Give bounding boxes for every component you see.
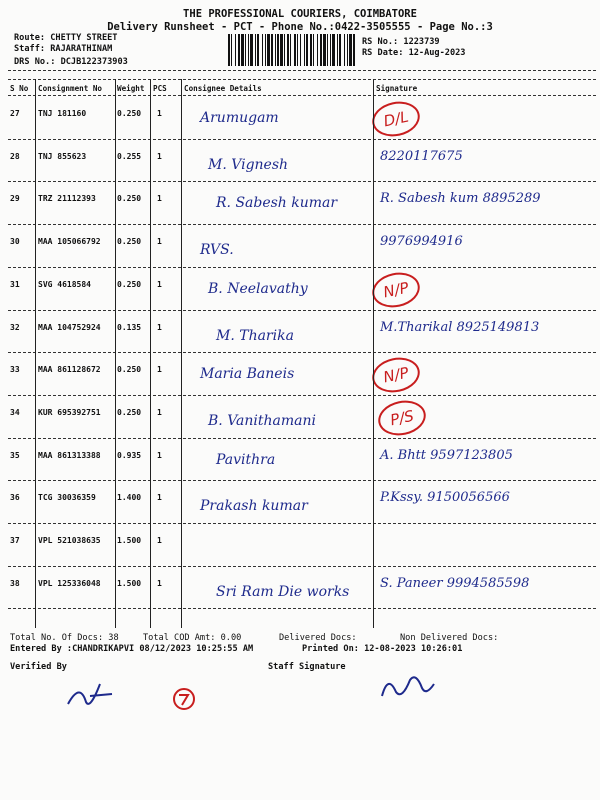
row-weight: 1.500 — [117, 578, 142, 588]
row-consignment-no: VPL 521038635 — [38, 536, 101, 545]
entered-by: Entered By :CHANDRIKAPVI 08/12/2023 10:25:55 AM — [10, 644, 254, 654]
red-initial-mark — [170, 684, 200, 714]
row-weight: 0.255 — [117, 151, 142, 161]
row-sno: 38 — [10, 578, 20, 588]
row-pcs: 1 — [157, 365, 162, 375]
row-sno: 33 — [10, 365, 20, 375]
row-sno: 36 — [10, 493, 20, 503]
row-signature: S. Paneer 9994585598 — [380, 575, 530, 591]
row-pcs: 1 — [157, 450, 162, 460]
row-sno: 31 — [10, 279, 20, 289]
document-subtitle: Delivery Runsheet - PCT - Phone No.:0422-3505555 - Page No.:3 — [107, 21, 493, 33]
row-consignee-name: B. Neelavathy — [208, 280, 308, 297]
row-pcs: 1 — [157, 536, 162, 545]
row-consignee-name: Sri Ram Die works — [216, 583, 350, 600]
row-weight: 0.250 — [117, 279, 142, 289]
row-signature: A. Bhtt 9597123805 — [380, 447, 513, 463]
row-sno: 29 — [10, 194, 20, 204]
row-consignment-no: MAA 861313388 — [38, 450, 101, 460]
row-pcs: 1 — [157, 407, 162, 417]
row-sno: 28 — [10, 151, 20, 161]
row-sno: 35 — [10, 450, 20, 460]
row-divider — [8, 181, 596, 182]
row-sno: 37 — [10, 536, 20, 545]
row-weight: 0.135 — [117, 322, 142, 332]
column-header-consignee: Consignee Details — [184, 84, 262, 93]
row-consignment-no: SVG 4618584 — [38, 279, 91, 289]
non-delivered-docs: Non Delivered Docs: — [400, 633, 499, 643]
column-header-consignment: Consignment No — [38, 84, 103, 93]
row-divider — [8, 395, 596, 396]
row-consignee-name: Prakash kumar — [200, 498, 308, 515]
row-pcs: 1 — [157, 322, 162, 332]
delivery-status-stamp: N/P — [369, 354, 423, 397]
rs-number: RS No.: 1223739 — [362, 37, 440, 47]
row-consignee-name: B. Vanithamani — [208, 412, 316, 429]
row-weight: 1.500 — [117, 536, 142, 545]
document-title: THE PROFESSIONAL COURIERS, COIMBATORE — [183, 8, 417, 20]
row-sno: 34 — [10, 407, 20, 417]
row-pcs: 1 — [157, 194, 162, 204]
column-header-sno: S No — [10, 84, 29, 93]
row-weight: 0.250 — [117, 407, 142, 417]
row-weight: 0.250 — [117, 365, 142, 375]
row-consignment-no: TRZ 21112393 — [38, 194, 96, 204]
row-weight: 0.250 — [117, 237, 142, 247]
row-pcs: 1 — [157, 109, 162, 118]
delivery-status-stamp: D/L — [369, 97, 423, 140]
row-divider — [8, 310, 596, 311]
row-divider — [8, 352, 596, 353]
row-sno: 30 — [10, 237, 20, 247]
row-consignment-no: MAA 861128672 — [38, 365, 101, 375]
barcode — [228, 34, 356, 66]
row-pcs: 1 — [157, 151, 162, 161]
column-header-signature: Signature — [376, 84, 418, 93]
row-consignee-name: R. Sabesh kumar — [216, 195, 338, 212]
row-signature: 9976994916 — [380, 234, 463, 250]
row-consignment-no: TNJ 855623 — [38, 151, 87, 161]
row-consignee-name: Pavithra — [216, 451, 276, 468]
total-cod: Total COD Amt: 0.00 — [143, 633, 242, 643]
rs-date: RS Date: 12-Aug-2023 — [362, 48, 466, 58]
verified-by-label: Verified By — [10, 662, 67, 672]
row-divider — [8, 480, 596, 481]
column-header-pcs: PCS — [153, 84, 167, 93]
staff-signature-mark — [372, 666, 442, 706]
row-pcs: 1 — [157, 578, 162, 588]
row-signature: 8220117675 — [380, 148, 463, 164]
column-header-weight: Weight — [117, 84, 145, 93]
row-consignment-no: TNJ 181160 — [38, 109, 87, 118]
row-pcs: 1 — [157, 493, 162, 503]
row-signature: P.Kssy. 9150056566 — [380, 490, 510, 506]
delivered-docs: Delivered Docs: — [279, 633, 357, 643]
row-consignment-no: VPL 125336048 — [38, 578, 101, 588]
row-signature: M.Tharikal 8925149813 — [380, 319, 540, 335]
row-sno: 27 — [10, 109, 20, 118]
row-weight: 0.250 — [117, 194, 142, 204]
row-sno: 32 — [10, 322, 20, 332]
row-consignee-name: M. Vignesh — [208, 156, 289, 173]
row-divider — [8, 523, 596, 524]
delivery-status-stamp: P/S — [375, 396, 429, 439]
row-divider — [8, 438, 596, 439]
printed-on: Printed On: 12-08-2023 10:26:01 — [302, 644, 463, 654]
row-divider — [8, 566, 596, 567]
row-signature: R. Sabesh kum 8895289 — [380, 191, 541, 207]
staff-signature-label: Staff Signature — [268, 662, 346, 672]
delivery-status-stamp: N/P — [369, 268, 423, 311]
row-consignment-no: MAA 104752924 — [38, 322, 101, 332]
row-consignee-name: M. Tharika — [216, 327, 294, 344]
verified-signature-mark — [60, 672, 130, 712]
drs-number: DRS No.: DCJB122373903 — [14, 57, 128, 67]
row-consignee-name: Arumugam — [200, 110, 279, 126]
row-consignment-no: TCG 30036359 — [38, 493, 96, 503]
row-consignment-no: MAA 105066792 — [38, 237, 101, 247]
row-divider — [8, 139, 596, 140]
row-divider — [8, 267, 596, 268]
row-consignment-no: KUR 695392751 — [38, 407, 101, 417]
total-docs: Total No. Of Docs: 38 — [10, 633, 119, 643]
row-divider — [8, 608, 596, 609]
row-weight: 0.250 — [117, 109, 142, 118]
row-weight: 0.935 — [117, 450, 142, 460]
row-pcs: 1 — [157, 237, 162, 247]
row-weight: 1.400 — [117, 493, 142, 503]
route-label: Route: CHETTY STREET — [14, 33, 118, 43]
row-consignee-name: RVS. — [200, 242, 234, 259]
row-consignee-name: Maria Baneis — [200, 366, 295, 383]
row-pcs: 1 — [157, 279, 162, 289]
row-divider — [8, 224, 596, 225]
staff-label: Staff: RAJARATHINAM — [14, 44, 113, 54]
